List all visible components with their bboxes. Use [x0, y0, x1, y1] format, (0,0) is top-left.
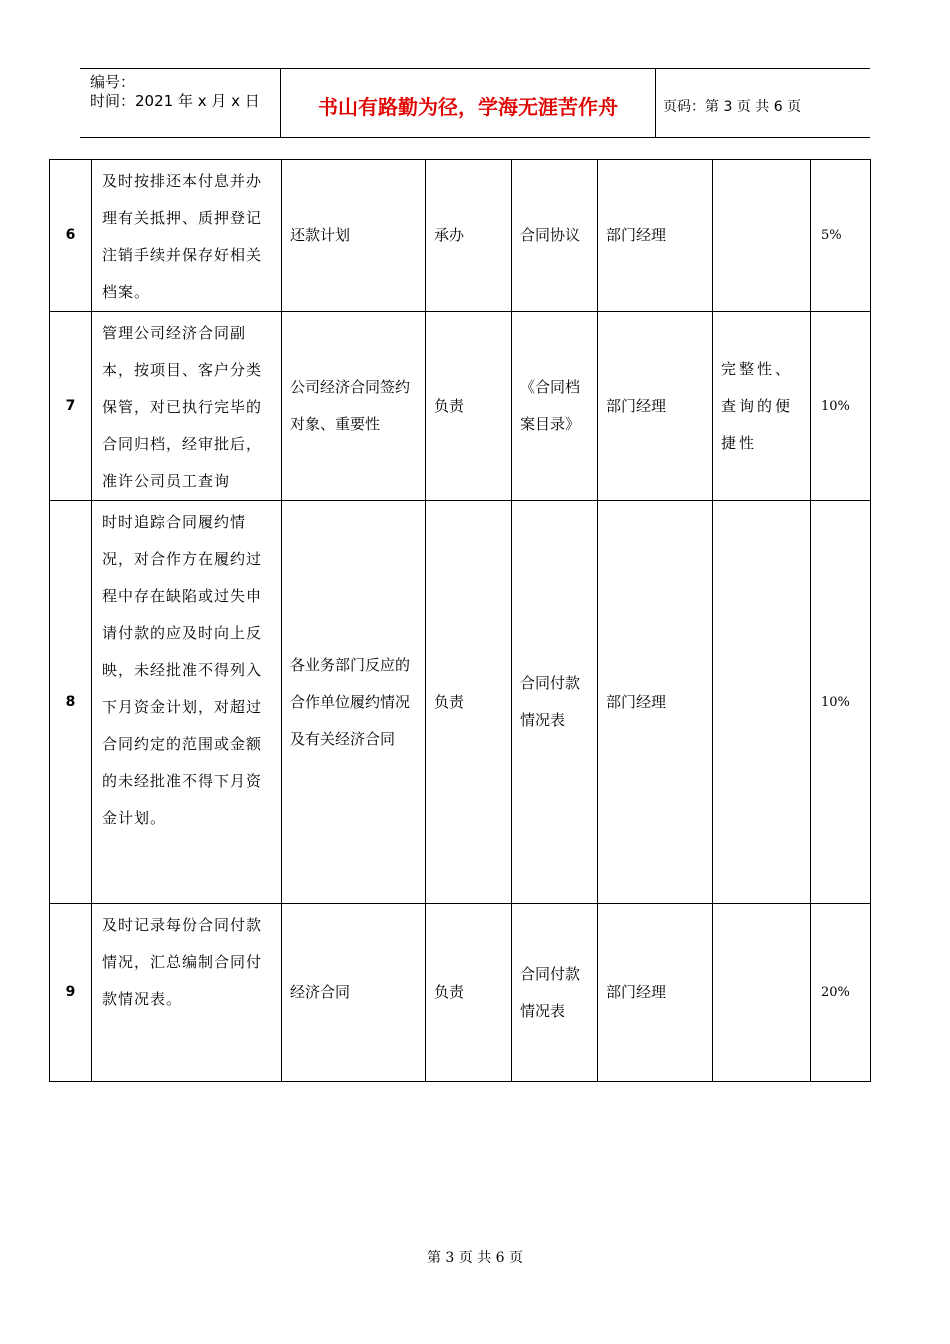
weight-text: 10%: [811, 501, 871, 904]
duty-table: [49, 159, 871, 1082]
weight-text: 10%: [811, 312, 871, 501]
duty-text: 时时追踪合同履约情况，对合作方在履约过程中存在缺陷或过失申请付款的应及时向上反映，未经批准不得列入下月资金计划，对超过合同约定的范围或金额的未经批准不得下月资金计划。: [92, 501, 282, 904]
reviewer-text: 部门经理: [598, 904, 713, 1082]
time-label: 时间：2021 年 x 月 x 日: [90, 92, 260, 110]
standard-text: [713, 904, 811, 1082]
header-motto-cell: [280, 69, 656, 137]
standard-text: [713, 501, 811, 904]
row-number: 8: [50, 501, 92, 904]
output-text: 《合同档案目录》: [512, 312, 598, 501]
reviewer-text: 部门经理: [598, 312, 713, 501]
header-page-cell: [655, 69, 870, 137]
standard-text: [713, 160, 811, 312]
header-meta-cell: [80, 69, 280, 137]
reviewer-text: 部门经理: [598, 501, 713, 904]
row-number: 6: [50, 160, 92, 312]
output-text: 合同付款情况表: [512, 501, 598, 904]
role-text: 承办: [426, 160, 512, 312]
page-label: 页码：第 3 页 共 6 页: [663, 99, 802, 115]
output-text: 合同付款情况表: [512, 904, 598, 1082]
duty-text: 管理公司经济合同副本，按项目、客户分类保管，对已执行完毕的合同归档，经审批后，准许公司员工查询: [92, 312, 282, 501]
role-text: 负责: [426, 312, 512, 501]
output-text: 合同协议: [512, 160, 598, 312]
number-label: 编号：: [90, 73, 136, 91]
table-row: [50, 501, 871, 904]
row-number: 9: [50, 904, 92, 1082]
table-row: [50, 904, 871, 1082]
table-row: [50, 160, 871, 312]
basis-text: 经济合同: [282, 904, 426, 1082]
reviewer-text: 部门经理: [598, 160, 713, 312]
duty-text: 及时按排还本付息并办理有关抵押、质押登记注销手续并保存好相关档案。: [92, 160, 282, 312]
duty-text: 及时记录每份合同付款情况，汇总编制合同付款情况表。: [92, 904, 282, 1082]
role-text: 负责: [426, 501, 512, 904]
page-footer: 第 3 页 共 6 页: [426, 1250, 524, 1266]
row-number: 7: [50, 312, 92, 501]
motto-text: 书山有路勤为径，学海无涯苦作舟: [318, 95, 618, 119]
weight-text: 5%: [811, 160, 871, 312]
basis-text: 公司经济合同签约对象、重要性: [282, 312, 426, 501]
standard-text: 完整性、查询的便捷性: [713, 312, 811, 501]
basis-text: 各业务部门反应的合作单位履约情况及有关经济合同: [282, 501, 426, 904]
table-row: [50, 312, 871, 501]
weight-text: 20%: [811, 904, 871, 1082]
role-text: 负责: [426, 904, 512, 1082]
document-header: [80, 68, 870, 138]
basis-text: 还款计划: [282, 160, 426, 312]
